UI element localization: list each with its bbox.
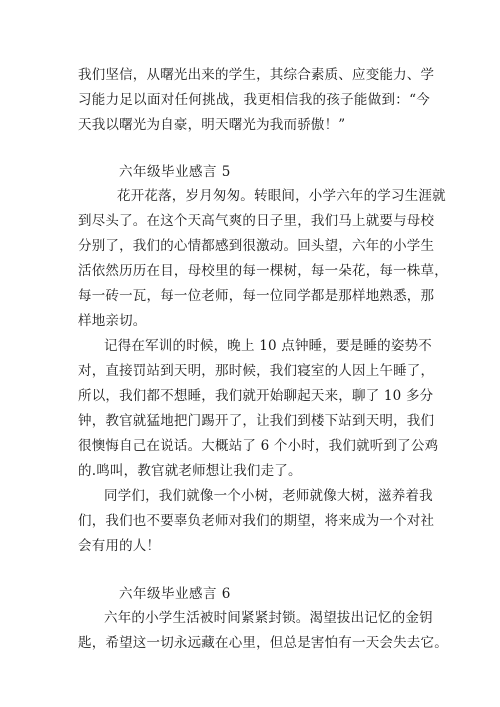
paragraph-line: 六年的小学生活被时间紧紧封锁。渴望拔出记忆的金钥 bbox=[104, 610, 433, 626]
paragraph-line: 同学们，我们就像一个小树，老师就像大树，滋养着我 bbox=[104, 488, 433, 504]
paragraph-line: 钟，教官就猛地把门踢开了，让我们到楼下站到天明，我们 bbox=[78, 413, 435, 429]
intro-line: 我们坚信，从曙光出来的学生，其综合素质、应变能力、学 bbox=[78, 67, 435, 83]
paragraph-line: 很懊悔自己在说话。大概站了 6 个小时，我们就听到了公鸡 bbox=[78, 438, 439, 454]
section-heading: 六年级毕业感言 5 bbox=[119, 164, 231, 180]
paragraph-line: 活依然历历在目，母校里的每一棵树，每一朵花，每一株草， bbox=[78, 263, 448, 279]
paragraph-line: 到尽头了。在这个天高气爽的日子里，我们马上就要与母校 bbox=[78, 213, 435, 229]
paragraph-line: 每一砖一瓦，每一位老师，每一位同学都是那样地熟悉，那 bbox=[78, 288, 435, 304]
paragraph-line: 记得在军训的时候，晚上 10 点钟睡，要是睡的姿势不 bbox=[104, 338, 432, 354]
paragraph-line: 匙，希望这一切永远藏在心里，但总是害怕有一天会失去它。 bbox=[78, 635, 448, 651]
paragraph-line: 的.鸣叫，教官就老师想让我们走了。 bbox=[78, 463, 302, 479]
paragraph-line: 们，我们也不要辜负老师对我们的期望，将来成为一个对社 bbox=[78, 513, 435, 529]
paragraph-line: 样地亲切。 bbox=[78, 313, 147, 329]
intro-line: 天我以曙光为自豪，明天曙光为我而骄傲！” bbox=[78, 117, 346, 133]
paragraph-line: 分别了，我们的心情都感到很激动。回头望，六年的小学生 bbox=[78, 238, 435, 254]
paragraph-line: 会有用的人！ bbox=[78, 538, 161, 554]
paragraph-line: 花开花落，岁月匆匆。转眼间，小学六年的学习生涯就 bbox=[117, 188, 446, 204]
paragraph-line: 所以，我们都不想睡，我们就开始聊起天来，聊了 10 多分 bbox=[78, 388, 434, 404]
intro-line: 习能力足以面对任何挑战，我更相信我的孩子能做到：“今 bbox=[78, 92, 430, 108]
paragraph-line: 对，直接罚站到天明，那时候，我们寝室的人因上午睡了， bbox=[78, 363, 435, 379]
section-heading: 六年级毕业感言 6 bbox=[119, 586, 231, 602]
